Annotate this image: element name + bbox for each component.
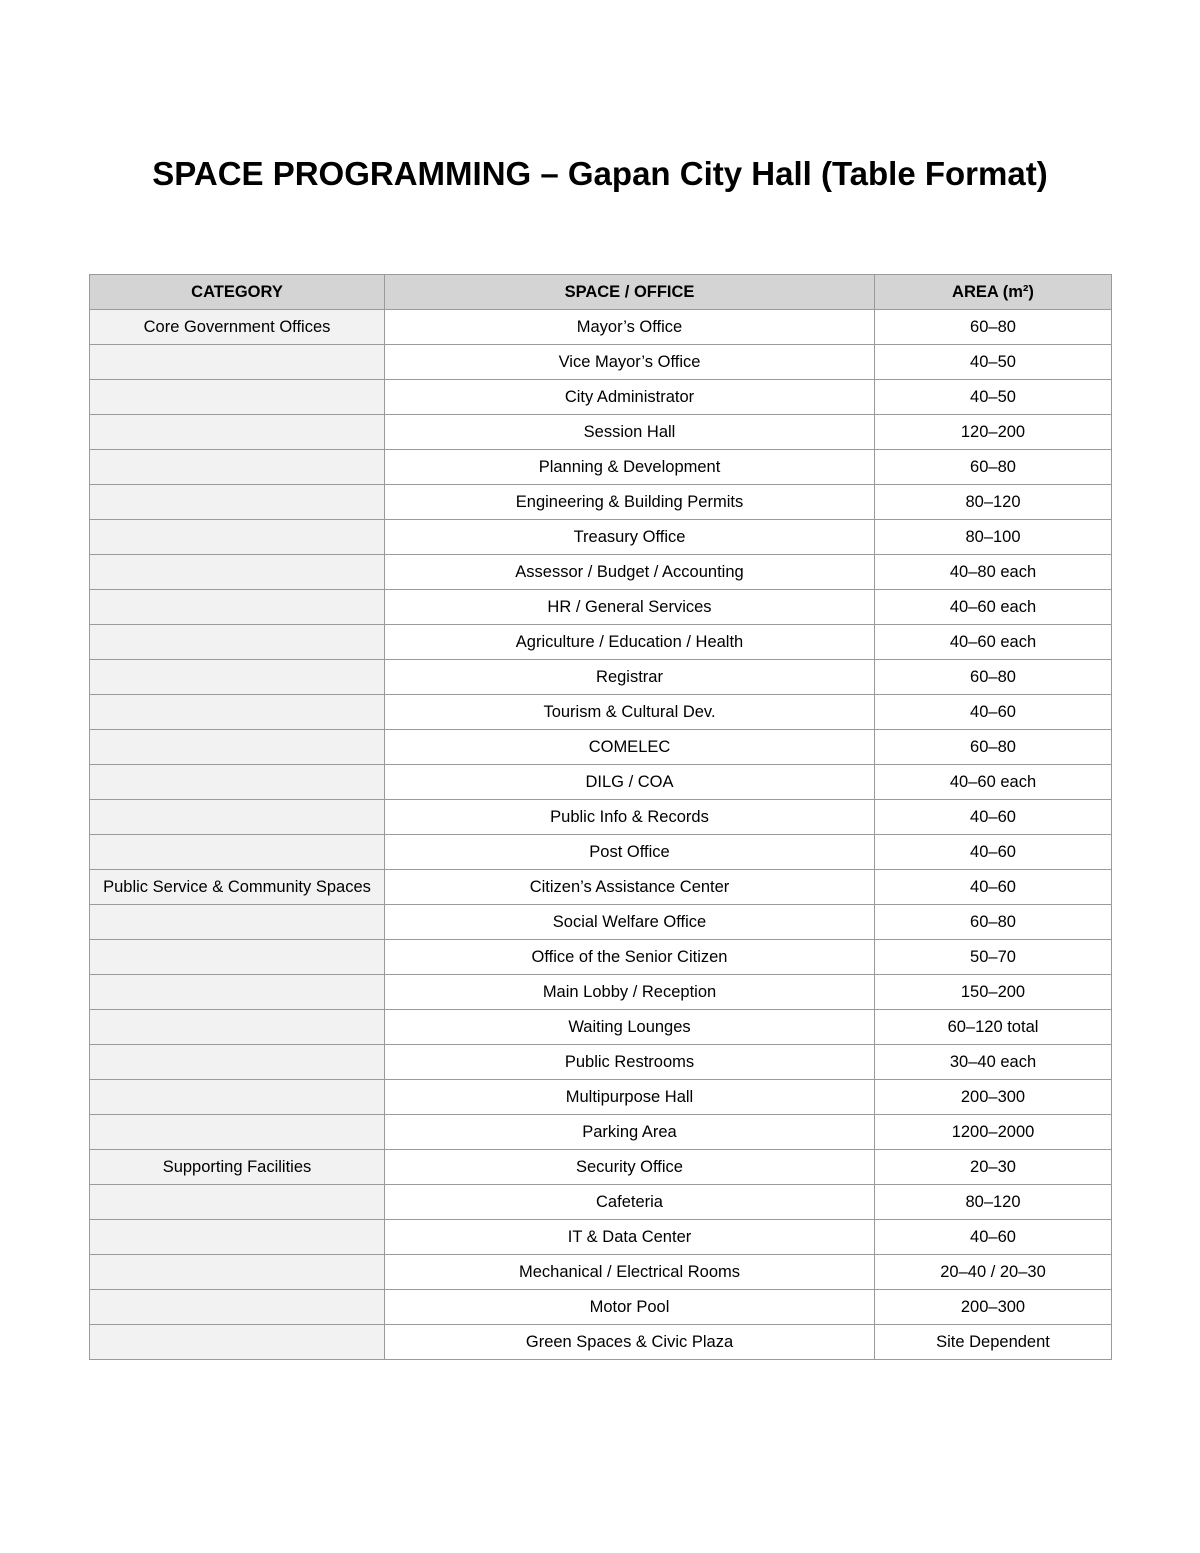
category-cell xyxy=(90,1255,385,1290)
table-row xyxy=(90,625,1112,660)
space-office-cell: Planning & Development xyxy=(385,450,875,485)
space-office-cell: Parking Area xyxy=(385,1115,875,1150)
space-office-cell: COMELEC xyxy=(385,730,875,765)
category-cell xyxy=(90,345,385,380)
category-cell xyxy=(90,730,385,765)
category-cell xyxy=(90,1115,385,1150)
table-row xyxy=(90,1080,1112,1115)
area-cell: 80–120 xyxy=(875,1185,1112,1220)
area-cell: 40–60 xyxy=(875,800,1112,835)
category-cell xyxy=(90,520,385,555)
space-office-cell: Session Hall xyxy=(385,415,875,450)
area-cell: 40–60 xyxy=(875,870,1112,905)
table-row xyxy=(90,1290,1112,1325)
category-cell: Core Government Offices xyxy=(90,310,385,345)
table-row xyxy=(90,1115,1112,1150)
category-cell xyxy=(90,660,385,695)
category-cell xyxy=(90,835,385,870)
category-cell xyxy=(90,800,385,835)
space-office-cell: Cafeteria xyxy=(385,1185,875,1220)
table-row xyxy=(90,1325,1112,1360)
table-row xyxy=(90,310,1112,345)
table-row xyxy=(90,835,1112,870)
area-cell: 60–120 total xyxy=(875,1010,1112,1045)
area-cell: 60–80 xyxy=(875,730,1112,765)
header-space-office: SPACE / OFFICE xyxy=(385,275,875,310)
table-row xyxy=(90,730,1112,765)
area-cell: 80–100 xyxy=(875,520,1112,555)
space-office-cell: Assessor / Budget / Accounting xyxy=(385,555,875,590)
area-cell: 120–200 xyxy=(875,415,1112,450)
space-office-cell: Public Restrooms xyxy=(385,1045,875,1080)
table-row xyxy=(90,695,1112,730)
space-office-cell: Engineering & Building Permits xyxy=(385,485,875,520)
area-cell: 60–80 xyxy=(875,660,1112,695)
category-cell xyxy=(90,625,385,660)
category-cell: Public Service & Community Spaces xyxy=(90,870,385,905)
category-cell xyxy=(90,590,385,625)
area-cell: 40–60 xyxy=(875,835,1112,870)
category-cell xyxy=(90,975,385,1010)
table-row xyxy=(90,380,1112,415)
space-programming-table xyxy=(89,274,1112,1360)
category-cell xyxy=(90,1185,385,1220)
space-office-cell: Green Spaces & Civic Plaza xyxy=(385,1325,875,1360)
table-row xyxy=(90,1150,1112,1185)
space-office-cell: Mayor’s Office xyxy=(385,310,875,345)
area-cell: 40–60 each xyxy=(875,765,1112,800)
category-cell xyxy=(90,415,385,450)
area-cell: 200–300 xyxy=(875,1290,1112,1325)
table-row xyxy=(90,940,1112,975)
space-office-cell: Multipurpose Hall xyxy=(385,1080,875,1115)
space-office-cell: Post Office xyxy=(385,835,875,870)
space-office-cell: DILG / COA xyxy=(385,765,875,800)
area-cell: 30–40 each xyxy=(875,1045,1112,1080)
area-cell: 60–80 xyxy=(875,310,1112,345)
area-cell: 40–60 xyxy=(875,695,1112,730)
area-cell: 200–300 xyxy=(875,1080,1112,1115)
area-cell: 40–60 xyxy=(875,1220,1112,1255)
category-cell xyxy=(90,905,385,940)
table-row xyxy=(90,415,1112,450)
category-cell xyxy=(90,1045,385,1080)
area-cell: 60–80 xyxy=(875,450,1112,485)
area-cell: 40–80 each xyxy=(875,555,1112,590)
area-cell: 20–40 / 20–30 xyxy=(875,1255,1112,1290)
area-cell: 1200–2000 xyxy=(875,1115,1112,1150)
header-area: AREA (m²) xyxy=(875,275,1112,310)
table-row xyxy=(90,345,1112,380)
category-cell xyxy=(90,1325,385,1360)
table-row xyxy=(90,1045,1112,1080)
area-cell: 40–60 each xyxy=(875,590,1112,625)
area-cell: 150–200 xyxy=(875,975,1112,1010)
space-office-cell: HR / General Services xyxy=(385,590,875,625)
space-office-cell: Citizen’s Assistance Center xyxy=(385,870,875,905)
page-title: SPACE PROGRAMMING – Gapan City Hall (Table Format) xyxy=(152,155,1048,192)
category-cell xyxy=(90,1290,385,1325)
category-cell xyxy=(90,1220,385,1255)
space-office-cell: Main Lobby / Reception xyxy=(385,975,875,1010)
table-row xyxy=(90,1255,1112,1290)
table-header-row xyxy=(90,275,1112,310)
space-office-cell: Social Welfare Office xyxy=(385,905,875,940)
space-office-cell: Agriculture / Education / Health xyxy=(385,625,875,660)
space-office-cell: Security Office xyxy=(385,1150,875,1185)
area-cell: Site Dependent xyxy=(875,1325,1112,1360)
space-office-cell: Tourism & Cultural Dev. xyxy=(385,695,875,730)
space-office-cell: Office of the Senior Citizen xyxy=(385,940,875,975)
area-cell: 40–50 xyxy=(875,345,1112,380)
table-row xyxy=(90,1220,1112,1255)
area-cell: 50–70 xyxy=(875,940,1112,975)
category-cell xyxy=(90,450,385,485)
category-cell: Supporting Facilities xyxy=(90,1150,385,1185)
category-cell xyxy=(90,940,385,975)
space-office-cell: Waiting Lounges xyxy=(385,1010,875,1045)
space-office-cell: Registrar xyxy=(385,660,875,695)
category-cell xyxy=(90,1010,385,1045)
category-cell xyxy=(90,1080,385,1115)
category-cell xyxy=(90,380,385,415)
table-body xyxy=(90,310,1112,1360)
space-office-cell: Treasury Office xyxy=(385,520,875,555)
table-row xyxy=(90,1185,1112,1220)
table-row xyxy=(90,520,1112,555)
table-row xyxy=(90,555,1112,590)
space-office-cell: Motor Pool xyxy=(385,1290,875,1325)
header-category: CATEGORY xyxy=(90,275,385,310)
table-row xyxy=(90,485,1112,520)
area-cell: 60–80 xyxy=(875,905,1112,940)
area-cell: 40–50 xyxy=(875,380,1112,415)
table-row xyxy=(90,450,1112,485)
category-cell xyxy=(90,695,385,730)
table-row xyxy=(90,660,1112,695)
category-cell xyxy=(90,485,385,520)
area-cell: 40–60 each xyxy=(875,625,1112,660)
area-cell: 20–30 xyxy=(875,1150,1112,1185)
space-office-cell: Mechanical / Electrical Rooms xyxy=(385,1255,875,1290)
table-row xyxy=(90,975,1112,1010)
area-cell: 80–120 xyxy=(875,485,1112,520)
table-row xyxy=(90,905,1112,940)
table-row xyxy=(90,870,1112,905)
space-office-cell: IT & Data Center xyxy=(385,1220,875,1255)
category-cell xyxy=(90,765,385,800)
table-row xyxy=(90,590,1112,625)
table-row xyxy=(90,765,1112,800)
table-row xyxy=(90,800,1112,835)
space-office-cell: Public Info & Records xyxy=(385,800,875,835)
table-row xyxy=(90,1010,1112,1045)
category-cell xyxy=(90,555,385,590)
space-office-cell: City Administrator xyxy=(385,380,875,415)
space-office-cell: Vice Mayor’s Office xyxy=(385,345,875,380)
